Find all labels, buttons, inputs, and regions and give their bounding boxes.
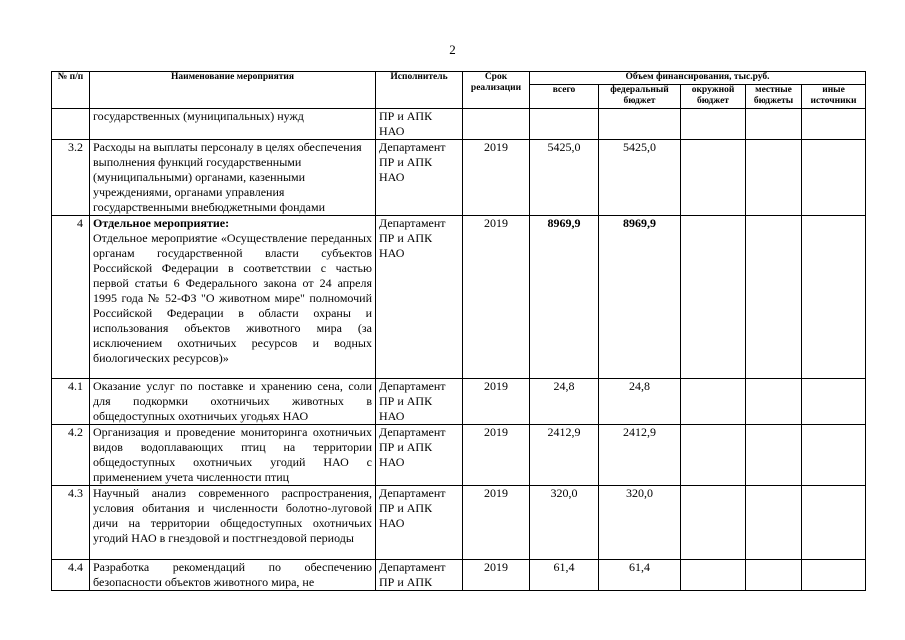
row-federal: 5425,0 (599, 140, 681, 216)
row-federal: 8969,9 (599, 216, 681, 379)
header-total: всего (530, 85, 599, 109)
header-district: окружной бюджет (681, 85, 746, 109)
page-number: 2 (449, 42, 456, 57)
row-name-text: Отдельное мероприятие «Осуществление переданных органам государственной власти субъектов Российской Федерации в соответствии с частью первой статьи 6 Федерального закона от 24 апреля 1995 года № 52-ФЗ "О животном мире" полномочий Российской Федерации в области охраны и использования объектов животного мира (за исключением охотничьих ресурсов и водных биологических ресурсов)» (93, 231, 372, 365)
row-name-text: Разработка рекомендаций по обеспечению безопасности объектов животного мира, не (93, 560, 372, 589)
row-district (681, 109, 746, 140)
row-num: 4.1 (52, 379, 90, 425)
row-executor: Департамент ПР и АПК НАО (376, 216, 463, 379)
row-other (802, 109, 866, 140)
row-local (746, 425, 802, 486)
table-row (52, 425, 866, 486)
row-local (746, 486, 802, 560)
row-executor: ПР и АПК НАО (376, 109, 463, 140)
table-row (52, 560, 866, 591)
header-executor: Исполнитель (376, 72, 463, 109)
row-other (802, 425, 866, 486)
header-name: Наименование мероприятия (90, 72, 376, 109)
row-name-text: Научный анализ современного распространения, условия обитания и численности болотно-луговой дичи на территории общедоступных охотничьих угодий НАО в гнездовой и постгнездовой периоды (93, 486, 372, 545)
row-total: 8969,9 (530, 216, 599, 379)
row-name (90, 109, 376, 140)
table-row (52, 486, 866, 560)
row-total: 2412,9 (530, 425, 599, 486)
row-term: 2019 (463, 486, 530, 560)
row-name (90, 379, 376, 425)
row-district (681, 425, 746, 486)
row-district (681, 560, 746, 591)
row-local (746, 140, 802, 216)
header-term: Срок реализации (463, 72, 530, 109)
row-federal: 61,4 (599, 560, 681, 591)
header-num: № п/п (52, 72, 90, 109)
row-federal: 24,8 (599, 379, 681, 425)
row-total (530, 109, 599, 140)
row-term: 2019 (463, 425, 530, 486)
row-name (90, 140, 376, 216)
header-financing: Объем финансирования, тыс.руб. (530, 72, 866, 85)
row-term: 2019 (463, 560, 530, 591)
row-name (90, 216, 376, 379)
row-name-bold: Отдельное мероприятие: (93, 216, 230, 230)
header-row-1 (52, 72, 866, 85)
row-num (52, 109, 90, 140)
row-name (90, 560, 376, 591)
row-other (802, 140, 866, 216)
row-name-text: государственных (муниципальных) нужд (93, 109, 304, 123)
table-row (52, 109, 866, 140)
row-local (746, 560, 802, 591)
row-executor: Департамент ПР и АПК НАО (376, 425, 463, 486)
row-total: 61,4 (530, 560, 599, 591)
row-num: 3.2 (52, 140, 90, 216)
row-name-text: Организация и проведение мониторинга охотничьих видов водоплавающих птиц на территории общедоступных охотничьих угодий НАО с применением учета численности птиц (93, 425, 372, 484)
header-other: иные источники (802, 85, 866, 109)
row-name (90, 425, 376, 486)
row-name (90, 486, 376, 560)
row-total: 320,0 (530, 486, 599, 560)
row-district (681, 486, 746, 560)
row-num: 4 (52, 216, 90, 379)
row-num: 4.2 (52, 425, 90, 486)
row-term (463, 109, 530, 140)
row-district (681, 140, 746, 216)
row-federal: 2412,9 (599, 425, 681, 486)
row-federal (599, 109, 681, 140)
table-row (52, 379, 866, 425)
row-executor: Департамент ПР и АПК НАО (376, 486, 463, 560)
row-executor: Департамент ПР и АПК НАО (376, 379, 463, 425)
row-num: 4.3 (52, 486, 90, 560)
row-executor: Департамент ПР и АПК (376, 560, 463, 591)
financing-table (51, 71, 866, 591)
row-total: 24,8 (530, 379, 599, 425)
row-federal: 320,0 (599, 486, 681, 560)
row-total: 5425,0 (530, 140, 599, 216)
row-district (681, 216, 746, 379)
row-term: 2019 (463, 379, 530, 425)
row-term: 2019 (463, 140, 530, 216)
table-row (52, 216, 866, 379)
row-local (746, 379, 802, 425)
row-executor: Департамент ПР и АПК НАО (376, 140, 463, 216)
header-local: местные бюджеты (746, 85, 802, 109)
row-term: 2019 (463, 216, 530, 379)
row-name-text: Расходы на выплаты персоналу в целях обеспечения выполнения функций государственными (муниципальными) органами, казенными учреждениями, органами управления государственными внебюджетными фондами (93, 140, 362, 214)
row-district (681, 379, 746, 425)
row-num: 4.4 (52, 560, 90, 591)
row-local (746, 216, 802, 379)
row-other (802, 379, 866, 425)
table-row (52, 140, 866, 216)
header-federal: федеральный бюджет (599, 85, 681, 109)
row-other (802, 560, 866, 591)
row-other (802, 216, 866, 379)
row-local (746, 109, 802, 140)
row-other (802, 486, 866, 560)
row-name-text: Оказание услуг по поставке и хранению сена, соли для подкормки охотничьих животных в общедоступных охотничьих угодьях НАО (93, 379, 372, 423)
